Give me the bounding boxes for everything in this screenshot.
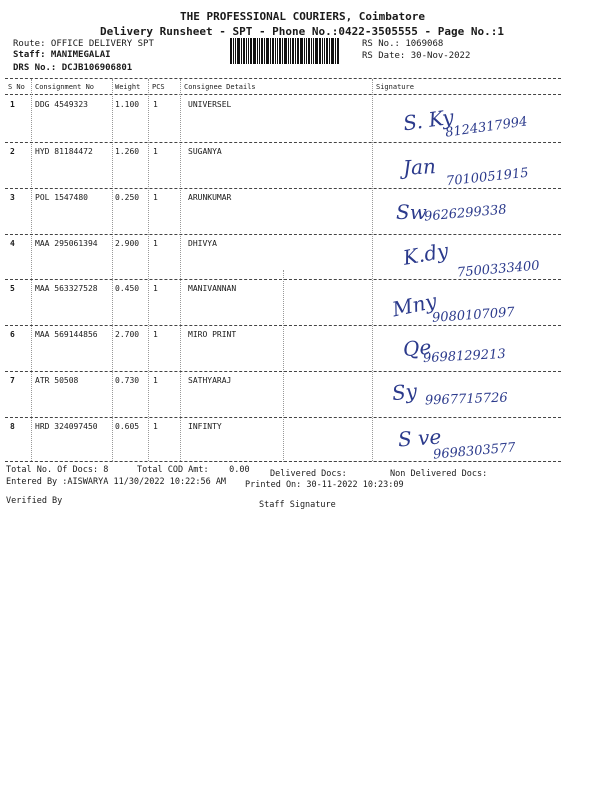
column-line [112,79,113,461]
barcode [230,38,352,64]
column-line [283,270,284,462]
row-consignee: DHIVYA [188,239,217,248]
barcode-bar [306,38,307,64]
barcode-bar [261,38,263,64]
drs-number: DRS No.: DCJB106906801 [13,63,133,73]
divider [5,78,561,79]
barcode-bar [324,38,325,64]
row-consignment-no: DDG 4549323 [35,100,88,109]
staff-signature: Staff Signature [259,500,336,510]
barcode-bar [235,38,236,64]
barcode-bar [246,38,247,64]
barcode-bar [270,38,271,64]
barcode-bar [284,38,287,64]
divider [5,94,561,95]
handwritten-phone: 9626299338 [423,202,508,225]
row-consignment-no: MAA 569144856 [35,330,98,339]
handwritten-phone: 7010051915 [445,165,530,190]
row-consignment-no: HRD 324097450 [35,422,98,431]
row-weight: 0.605 [115,422,140,431]
row-pcs: 1 [153,376,158,385]
barcode-bar [308,38,310,64]
verified-by: Verified By [6,496,63,506]
col-header-consignee: Consignee Details [184,83,256,91]
barcode-bar [313,38,314,64]
column-line [31,79,32,461]
divider [5,461,561,462]
row-divider [5,371,561,372]
barcode-bar [259,38,260,64]
row-sno: 3 [10,193,15,202]
col-header-weight: Weight [115,83,141,91]
barcode-bar [292,38,294,64]
col-header-consignment: Consignment No [35,83,95,91]
staff-label: Staff: MANIMEGALAI [13,50,111,60]
handwritten-signature: Sw [396,200,427,224]
column-line [180,79,181,461]
row-pcs: 1 [153,239,158,248]
barcode-bar [337,38,339,64]
handwritten-phone: 9080107097 [431,305,516,326]
handwritten-phone: 8124317994 [444,114,529,141]
row-sno: 1 [10,100,15,109]
barcode-bar [275,38,276,64]
barcode-bar [266,38,269,64]
runsheet-title: Delivery Runsheet - SPT - Phone No.:0422-3505555 - Page No.:1 [100,25,504,38]
delivered-docs: Delivered Docs: [270,469,347,479]
row-weight: 2.900 [115,239,140,248]
handwritten-signature: Jan [402,154,437,180]
barcode-bar [253,38,256,64]
row-divider [5,142,561,143]
handwritten-phone: 7500333400 [456,258,541,281]
row-weight: 1.260 [115,147,140,156]
barcode-bar [288,38,289,64]
barcode-bar [233,38,234,64]
row-pcs: 1 [153,284,158,293]
handwritten-signature: Mny [389,288,439,322]
company-title: THE PROFESSIONAL COURIERS, Coimbatore [180,10,426,23]
row-consignment-no: MAA 295061394 [35,239,98,248]
barcode-bar [237,38,240,64]
row-weight: 0.250 [115,193,140,202]
row-weight: 2.700 [115,330,140,339]
barcode-bar [315,38,318,64]
handwritten-signature: Sy [390,378,419,406]
row-sno: 7 [10,376,15,385]
row-pcs: 1 [153,422,158,431]
barcode-bar [329,38,330,64]
row-weight: 1.100 [115,100,140,109]
barcode-bar [319,38,321,64]
col-header-sno: S No [8,83,25,91]
row-sno: 8 [10,422,15,431]
handwritten-signature: S ve [397,424,442,452]
handwritten-phone: 9698129213 [422,346,507,367]
row-divider [5,325,561,326]
barcode-bar [322,38,323,64]
barcode-bar [297,38,299,64]
barcode-bar [250,38,252,64]
handwritten-phone: 9967715726 [424,390,508,409]
barcode-bar [290,38,291,64]
rs-number: RS No.: 1069068 [362,39,444,49]
barcode-bar [331,38,334,64]
row-consignment-no: ATR 50508 [35,376,79,385]
row-consignee: UNIVERSEL [188,100,232,109]
printed-on: Printed On: 30-11-2022 10:23:09 [245,480,404,490]
row-pcs: 1 [153,193,158,202]
barcode-bar [326,38,328,64]
entered-by: Entered By :AISWARYA 11/30/2022 10:22:56 AM [6,477,227,487]
row-sno: 2 [10,147,15,156]
total-docs: Total No. Of Docs: 8 [6,465,109,475]
row-sno: 6 [10,330,15,339]
handwritten-signature: S. Ky [401,104,456,136]
barcode-bar [257,38,258,64]
col-header-pcs: PCS [152,83,165,91]
non-delivered-docs: Non Delivered Docs: [390,469,488,479]
row-consignee: INFINTY [188,422,222,431]
total-cod-amount: Total COD Amt: 0.00 [137,465,250,475]
row-pcs: 1 [153,330,158,339]
row-consignment-no: MAA 563327528 [35,284,98,293]
row-consignee: MIRO PRINT [188,330,237,339]
barcode-bar [279,38,281,64]
barcode-bar [300,38,303,64]
barcode-bar [304,38,305,64]
handwritten-signature: K.dy [401,238,451,270]
column-line [148,79,149,461]
barcode-bar [264,38,265,64]
barcode-bar [248,38,249,64]
handwritten-signature: Qe [402,334,433,362]
barcode-bar [335,38,336,64]
row-consignee: MANIVANNAN [188,284,237,293]
barcode-bar [272,38,274,64]
row-divider [5,188,561,189]
row-divider [5,234,561,235]
row-pcs: 1 [153,147,158,156]
column-line [372,79,373,461]
row-sno: 4 [10,239,15,248]
row-consignee: SUGANYA [188,147,222,156]
row-weight: 0.730 [115,376,140,385]
row-consignee: ARUNKUMAR [188,193,232,202]
route-label: Route: OFFICE DELIVERY SPT [13,39,154,49]
barcode-bar [230,38,232,64]
row-divider [5,417,561,418]
col-header-signature: Signature [376,83,414,91]
barcode-bar [241,38,242,64]
row-weight: 0.450 [115,284,140,293]
barcode-bar [277,38,278,64]
barcode-bar [311,38,312,64]
row-consignment-no: POL 1547480 [35,193,88,202]
row-sno: 5 [10,284,15,293]
barcode-bar [295,38,296,64]
row-pcs: 1 [153,100,158,109]
barcode-bar [282,38,283,64]
row-consignee: SATHYARAJ [188,376,232,385]
row-divider [5,279,561,280]
handwritten-phone: 9698303577 [432,440,517,463]
row-consignment-no: HYD 81184472 [35,147,93,156]
barcode-bar [243,38,245,64]
rs-date: RS Date: 30-Nov-2022 [362,51,471,61]
